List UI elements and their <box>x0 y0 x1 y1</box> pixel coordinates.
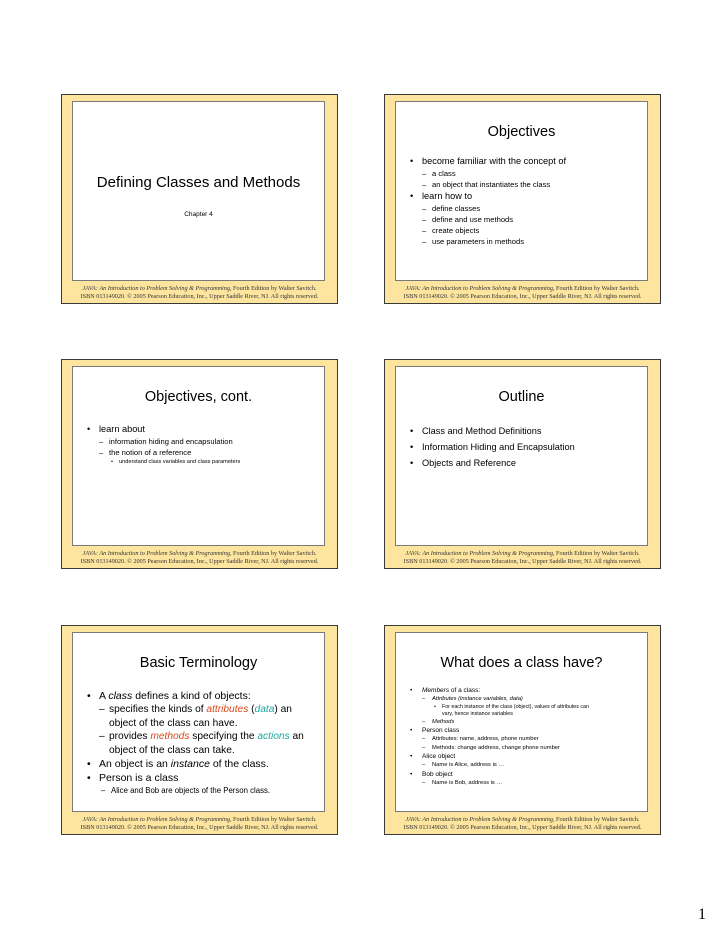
sub-bullet: – an object that instantiates the class <box>410 179 639 190</box>
slide-4-content <box>395 366 648 546</box>
sub-bullet: – use parameters in methods <box>410 236 639 247</box>
slide-footer: JAVA: An Introduction to Problem Solving & Programming, Fourth Edition by Walter Savitch. ISBN 013149020. © 2005 Pearson Education, Inc., Upper Saddle River, NJ. All rights reserved. <box>80 816 319 831</box>
sub-bullet: – Attributes (instance variables, data) <box>410 695 639 704</box>
slide-footer: JAVA: An Introduction to Problem Solving & Programming, Fourth Edition by Walter Savitch. ISBN 013149020. © 2005 Pearson Education, Inc., Upper Saddle River, NJ. All rights reserved. <box>403 285 642 300</box>
bullet: • Information Hiding and Encapsulation <box>410 439 639 455</box>
sub-bullet: – Methods: change address, change phone number <box>410 744 639 753</box>
slide-footer: JAVA: An Introduction to Problem Solving & Programming, Fourth Edition by Walter Savitch. ISBN 013149020. © 2005 Pearson Education, Inc., Upper Saddle River, NJ. All rights reserved. <box>80 550 319 565</box>
slide-title: Basic Terminology <box>139 655 258 671</box>
bullet: • A class defines a kind of objects: <box>87 689 316 703</box>
bullet: • Alice object <box>410 752 639 761</box>
sub-bullet: – specifies the kinds of attributes (data) an object of the class can have. <box>87 703 316 730</box>
sub-bullet: – Name is Bob, address is … <box>410 779 639 788</box>
slide-6-content <box>395 632 648 812</box>
sub-bullet: – Methods <box>410 718 639 727</box>
slide-5 <box>61 625 338 835</box>
sub-bullet: – information hiding and encapsulation <box>87 436 316 447</box>
slide-title: What does a class have? <box>440 655 603 671</box>
sub-bullet: – define classes <box>410 203 639 214</box>
slide-title: Objectives <box>487 124 556 140</box>
slide-subtitle: Chapter 4 <box>184 211 213 218</box>
slide-footer: JAVA: An Introduction to Problem Solving & Programming, Fourth Edition by Walter Savitch. ISBN 013149020. © 2005 Pearson Education, Inc., Upper Saddle River, NJ. All rights reserved. <box>403 816 642 831</box>
slide-title: Objectives, cont. <box>144 389 253 405</box>
slide-5-content <box>72 632 325 812</box>
slide-title: Defining Classes and Methods <box>96 174 301 191</box>
slide-footer: JAVA: An Introduction to Problem Solving & Programming, Fourth Edition by Walter Savitch. ISBN 013149020. © 2005 Pearson Education, Inc., Upper Saddle River, NJ. All rights reserved. <box>80 285 319 300</box>
sub-bullet: – a class <box>410 168 639 179</box>
bullet-list <box>410 423 639 471</box>
slide-2 <box>384 94 661 304</box>
slide-1-content <box>72 101 325 281</box>
sub-bullet: – Name is Alice, address is … <box>410 761 639 770</box>
sub-bullet: – provides methods specifying the actions an object of the class can take. <box>87 730 316 757</box>
sub-sub-bullet: • understand class variables and class parameters <box>87 458 316 466</box>
bullet: • Person class <box>410 726 639 735</box>
sub-bullet: – create objects <box>410 225 639 236</box>
bullet-list <box>410 686 639 787</box>
slide-title: Outline <box>498 389 545 405</box>
slide-1 <box>61 94 338 304</box>
bullet: • Class and Method Definitions <box>410 423 639 439</box>
bullet: • Bob object <box>410 770 639 779</box>
page-number: 1 <box>698 906 706 923</box>
slide-6 <box>384 625 661 835</box>
slide-footer: JAVA: An Introduction to Problem Solving & Programming, Fourth Edition by Walter Savitch. ISBN 013149020. © 2005 Pearson Education, Inc., Upper Saddle River, NJ. All rights reserved. <box>403 550 642 565</box>
slide-3-content <box>72 366 325 546</box>
bullet: • Members of a class: <box>410 686 639 695</box>
sub-bullet: – the notion of a reference <box>87 447 316 458</box>
sub-bullet: – Alice and Bob are objects of the Person class. <box>87 785 316 796</box>
bullet: • learn about <box>87 423 316 436</box>
bullet-list <box>87 689 316 796</box>
slide-3 <box>61 359 338 569</box>
bullet: • Person is a class <box>87 771 316 785</box>
slide-2-content <box>395 101 648 281</box>
bullet: • learn how to <box>410 190 639 203</box>
bullet: • Objects and Reference <box>410 455 639 471</box>
bullet-list <box>410 155 639 247</box>
sub-bullet: – Attributes: name, address, phone number <box>410 735 639 744</box>
bullet-list <box>87 423 316 466</box>
bullet: • become familiar with the concept of <box>410 155 639 168</box>
sub-bullet: – define and use methods <box>410 214 639 225</box>
slide-4 <box>384 359 661 569</box>
sub-sub-bullet: • For each instance of the class (object), values of attributes can vary, hence instance variables <box>410 704 639 718</box>
bullet: • An object is an instance of the class. <box>87 757 316 771</box>
